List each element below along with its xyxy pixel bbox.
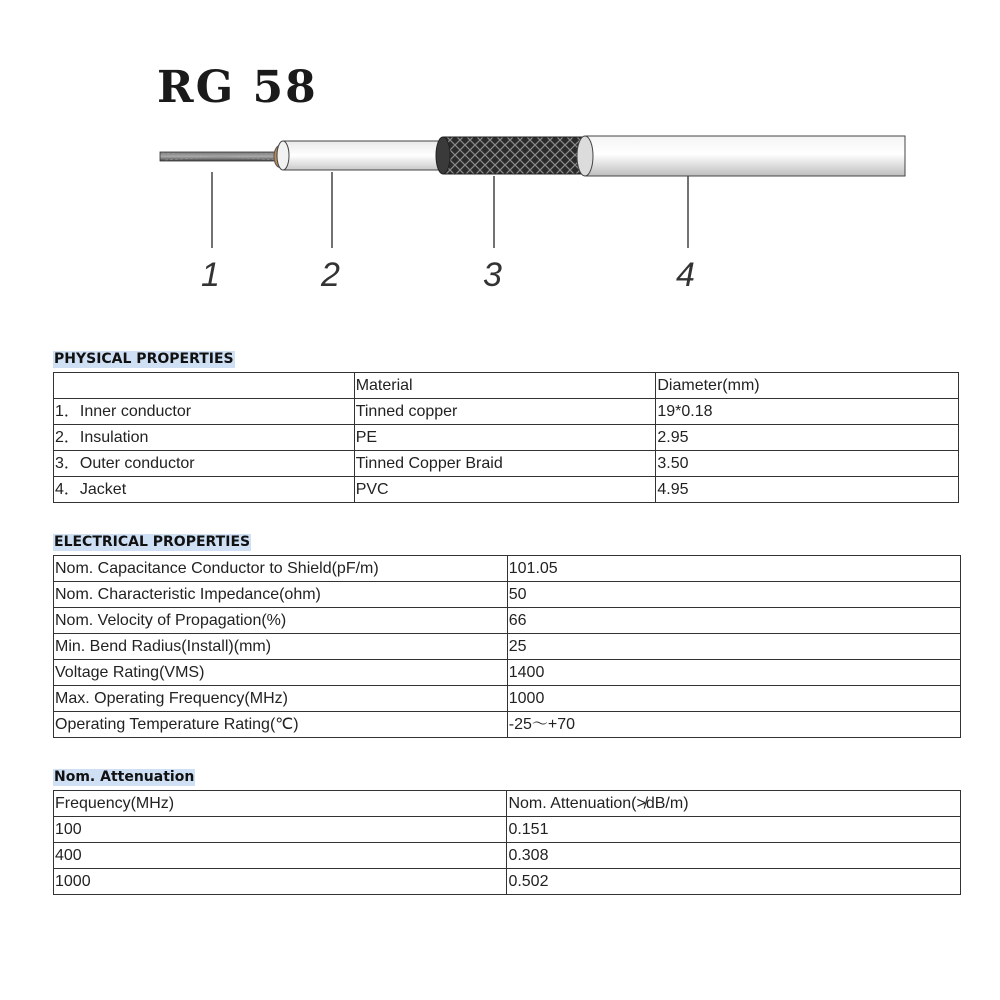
table-cell: Operating Temperature Rating(℃): [54, 712, 508, 738]
attenuation-title: Nom. Attenuation: [54, 769, 195, 785]
table-row: [54, 686, 961, 712]
header-cell: Nom. Attenuation(≯dB/m): [507, 791, 961, 817]
table-cell: 0.151: [507, 817, 961, 843]
table-cell: 4.95: [656, 477, 959, 503]
table-cell: 4．Jacket: [54, 477, 355, 503]
header-cell: Material: [354, 373, 656, 399]
jacket-layer: [577, 136, 905, 176]
table-cell: -25～+70: [507, 712, 960, 738]
table-cell: 1000: [54, 869, 507, 895]
table-cell: 1．Inner conductor: [54, 399, 355, 425]
table-cell: Max. Operating Frequency(MHz): [54, 686, 508, 712]
outer-braid-layer: [436, 137, 585, 174]
table-row: [54, 608, 961, 634]
attenuation-table: [53, 790, 961, 895]
table-cell: 25: [507, 634, 960, 660]
table-cell: 1000: [507, 686, 960, 712]
table-header-row: [54, 791, 961, 817]
table-row: [54, 660, 961, 686]
table-row: [54, 582, 961, 608]
page-title: RG 58: [157, 62, 318, 113]
table-cell: 3.50: [656, 451, 959, 477]
table-row: [54, 634, 961, 660]
table-row: [54, 477, 959, 503]
insulation-layer: [277, 141, 449, 170]
table-cell: 0.502: [507, 869, 961, 895]
table-cell: Min. Bend Radius(Install)(mm): [54, 634, 508, 660]
table-cell: Tinned copper: [354, 399, 656, 425]
table-row: [54, 843, 961, 869]
table-row: [54, 425, 959, 451]
table-cell: 19*0.18: [656, 399, 959, 425]
table-cell: Tinned Copper Braid: [354, 451, 656, 477]
physical-properties-title: PHYSICAL PROPERTIES: [54, 351, 234, 367]
inner-conductor: [160, 146, 286, 168]
table-cell: 2.95: [656, 425, 959, 451]
table-row: [54, 712, 961, 738]
table-cell: 0.308: [507, 843, 961, 869]
table-cell: 100: [54, 817, 507, 843]
table-row: [54, 817, 961, 843]
table-row: [54, 399, 959, 425]
table-cell: PE: [354, 425, 656, 451]
table-cell: 50: [507, 582, 960, 608]
table-cell: Nom. Velocity of Propagation(%): [54, 608, 508, 634]
table-cell: Nom. Characteristic Impedance(ohm): [54, 582, 508, 608]
callout-4: 4: [676, 256, 695, 294]
table-cell: 101.05: [507, 556, 960, 582]
electrical-properties-table: [53, 555, 961, 738]
table-row: [54, 869, 961, 895]
callout-3: 3: [483, 256, 502, 294]
table-cell: 400: [54, 843, 507, 869]
table-cell: 1400: [507, 660, 960, 686]
physical-properties-table: [53, 372, 959, 503]
table-header-row: [54, 373, 959, 399]
table-cell: 66: [507, 608, 960, 634]
callout-1: 1: [201, 256, 220, 294]
table-cell: Nom. Capacitance Conductor to Shield(pF/m): [54, 556, 508, 582]
callout-2: 2: [321, 256, 340, 294]
table-row: [54, 556, 961, 582]
table-cell: 3．Outer conductor: [54, 451, 355, 477]
table-cell: PVC: [354, 477, 656, 503]
header-cell: Diameter(mm): [656, 373, 959, 399]
table-cell: 2．Insulation: [54, 425, 355, 451]
header-cell: [54, 373, 355, 399]
header-cell: Frequency(MHz): [54, 791, 507, 817]
electrical-properties-title: ELECTRICAL PROPERTIES: [54, 534, 251, 550]
table-row: [54, 451, 959, 477]
table-cell: Voltage Rating(VMS): [54, 660, 508, 686]
